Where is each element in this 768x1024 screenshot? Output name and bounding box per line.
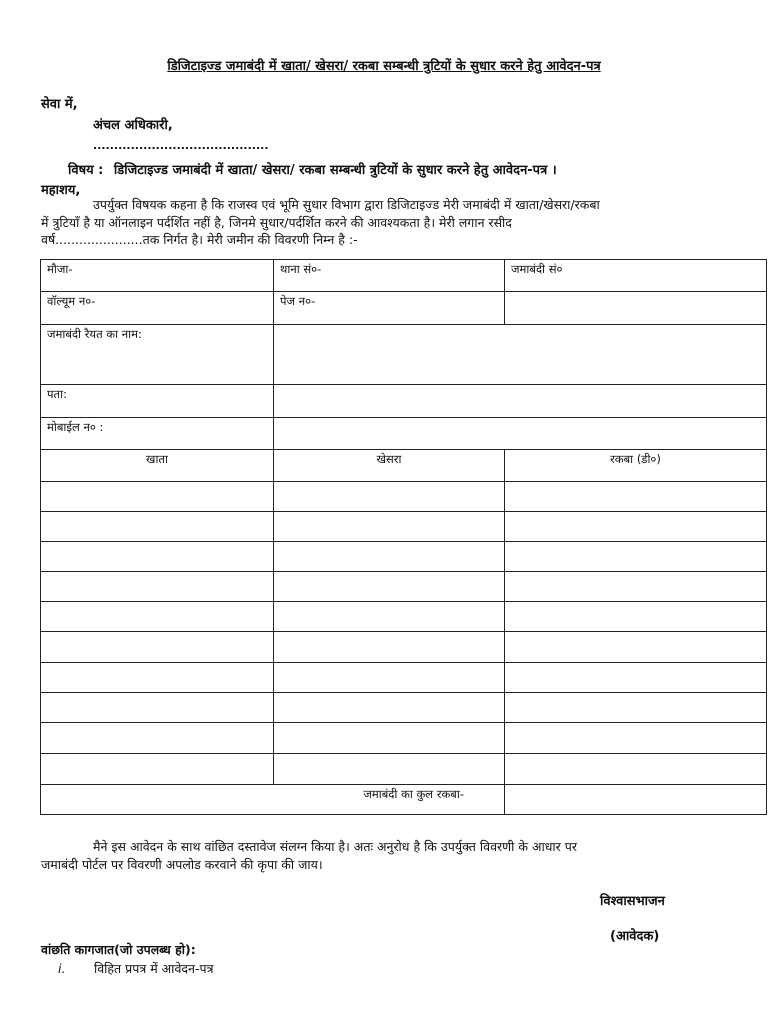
khesra-cell[interactable] [274,723,505,754]
land-details-table [40,259,767,815]
khesra-cell[interactable] [274,512,505,542]
salutation: महाशय, [41,183,81,198]
khesra-cell[interactable] [274,632,505,663]
khata-cell[interactable] [41,602,274,632]
documents-heading: वांछति कागजात(जो उपलब्ध हो): [41,942,196,957]
khata-cell[interactable] [41,482,274,512]
rakba-cell[interactable] [505,572,767,602]
total-area-label: जमाबंदी का कुल रकबा- [363,787,464,801]
table-row [41,325,767,385]
table-row [41,663,767,693]
column-header-khata: खाता [41,450,274,482]
address-label: पता: [47,387,67,401]
rakba-cell[interactable] [505,754,767,785]
table-row [41,754,767,785]
empty-cell [505,292,767,325]
rakba-cell[interactable] [505,632,767,663]
closing-line-1: मैने इस आवेदन के साथ वांछित दस्तावेज संलग्न किया है। अतः अनुरोध है कि उपर्युक्त विवरणी के आधार पर [93,839,577,854]
body-line-2: में त्रुटियाँ है या ऑनलाइन पर्दर्शित नहीं है, जिनमे सुधार/पर्दर्शित करने की आवश्यकता है। मेरी लगान रसीद [41,214,512,230]
table-row [41,693,767,723]
khata-cell[interactable] [41,542,274,572]
khata-cell[interactable] [41,512,274,542]
khesra-cell[interactable] [274,663,505,693]
column-header-rakba: रकबा (डी०) [505,450,767,482]
table-row [41,572,767,602]
volume-label: वॉल्यूम न०- [47,294,96,308]
table-row [41,292,767,325]
subject-line [68,160,557,178]
mobile-input-cell[interactable] [274,418,767,450]
table-row [41,542,767,572]
addressee-blank-line: .......................................... [93,139,269,152]
subject-label: विषय : [68,163,104,178]
table-row [41,723,767,754]
mobile-label-cell [41,418,274,450]
table-row [41,512,767,542]
total-area-label-cell [41,785,505,815]
table-row [41,385,767,418]
documents-list-item [58,960,214,977]
mauza-label: मौजा- [47,262,73,276]
table-row [41,418,767,450]
thana-cell[interactable] [274,260,505,292]
page-title: डिजिटाइज्ड जमाबंदी में खाता/ खेसरा/ रकबा सम्बन्धी त्रुटियों के सुधार करने हेतु आवेदन-पत्र [167,59,601,74]
raiyat-name-label-cell [41,325,274,385]
column-header-khesra: खेसरा [274,450,505,482]
rakba-cell[interactable] [505,482,767,512]
khata-cell[interactable] [41,572,274,602]
khata-cell[interactable] [41,632,274,663]
rakba-cell[interactable] [505,542,767,572]
khata-cell[interactable] [41,754,274,785]
rakba-cell[interactable] [505,512,767,542]
body-line-3: वर्ष......................तक निर्गत है। मेरी जमीन की विवरणी निम्न है :- [41,232,358,247]
closing-paragraph [41,838,679,873]
khesra-cell[interactable] [274,542,505,572]
table-row [41,602,767,632]
table-row [41,482,767,512]
mauza-cell[interactable] [41,260,274,292]
thana-label: थाना सं०- [280,262,322,276]
total-area-input-cell[interactable] [505,785,767,815]
subject-text: डिजिटाइज्ड जमाबंदी में खाता/ खेसरा/ रकबा सम्बन्धी त्रुटियों के सुधार करने हेतु आवेदन-पत्र । [113,163,557,178]
rakba-cell[interactable] [505,723,767,754]
signature-yours: विश्वासभाजन [600,894,665,909]
rakba-cell[interactable] [505,663,767,693]
page-label: पेज न०- [280,294,316,308]
documents-item-number: i. [58,961,66,976]
raiyat-name-label: जमाबंदी रैयत का नाम: [47,327,142,341]
khata-cell[interactable] [41,723,274,754]
volume-cell[interactable] [41,292,274,325]
khesra-cell[interactable] [274,602,505,632]
khata-cell[interactable] [41,663,274,693]
khesra-cell[interactable] [274,754,505,785]
table-row [41,260,767,292]
table-row [41,632,767,663]
khesra-cell[interactable] [274,572,505,602]
table-header-row [41,450,767,482]
signature-applicant: (आवेदक) [610,929,660,944]
page-cell[interactable] [274,292,505,325]
mobile-label: मोबाईल न० : [47,420,104,434]
closing-line-2: जमाबंदी पोर्टल पर विवरणी अपलोड करवाने की कृपा की जाय। [41,856,323,872]
rakba-cell[interactable] [505,602,767,632]
jamabandi-no-cell[interactable] [505,260,767,292]
khesra-cell[interactable] [274,693,505,723]
jamabandi-no-label: जमाबंदी सं० [511,262,563,276]
khesra-cell[interactable] [274,482,505,512]
address-label-cell [41,385,274,418]
address-input-cell[interactable] [274,385,767,418]
documents-item-text: विहित प्रपत्र में आवेदन-पत्र [93,961,214,976]
rakba-cell[interactable] [505,693,767,723]
khata-cell[interactable] [41,693,274,723]
body-paragraph [41,196,679,249]
raiyat-name-input-cell[interactable] [274,325,767,385]
total-area-row [41,785,767,815]
addressee-salutation: सेवा में, [41,97,78,112]
addressee-officer: अंचल अधिकारी, [93,118,173,133]
body-line-1: उपर्युक्त विषयक कहना है कि राजस्व एवं भूमि सुधार विभाग द्वारा डिजिटाइज्ड मेरी जमाबंदी में खाता/खेसरा/रकबा [93,197,600,212]
